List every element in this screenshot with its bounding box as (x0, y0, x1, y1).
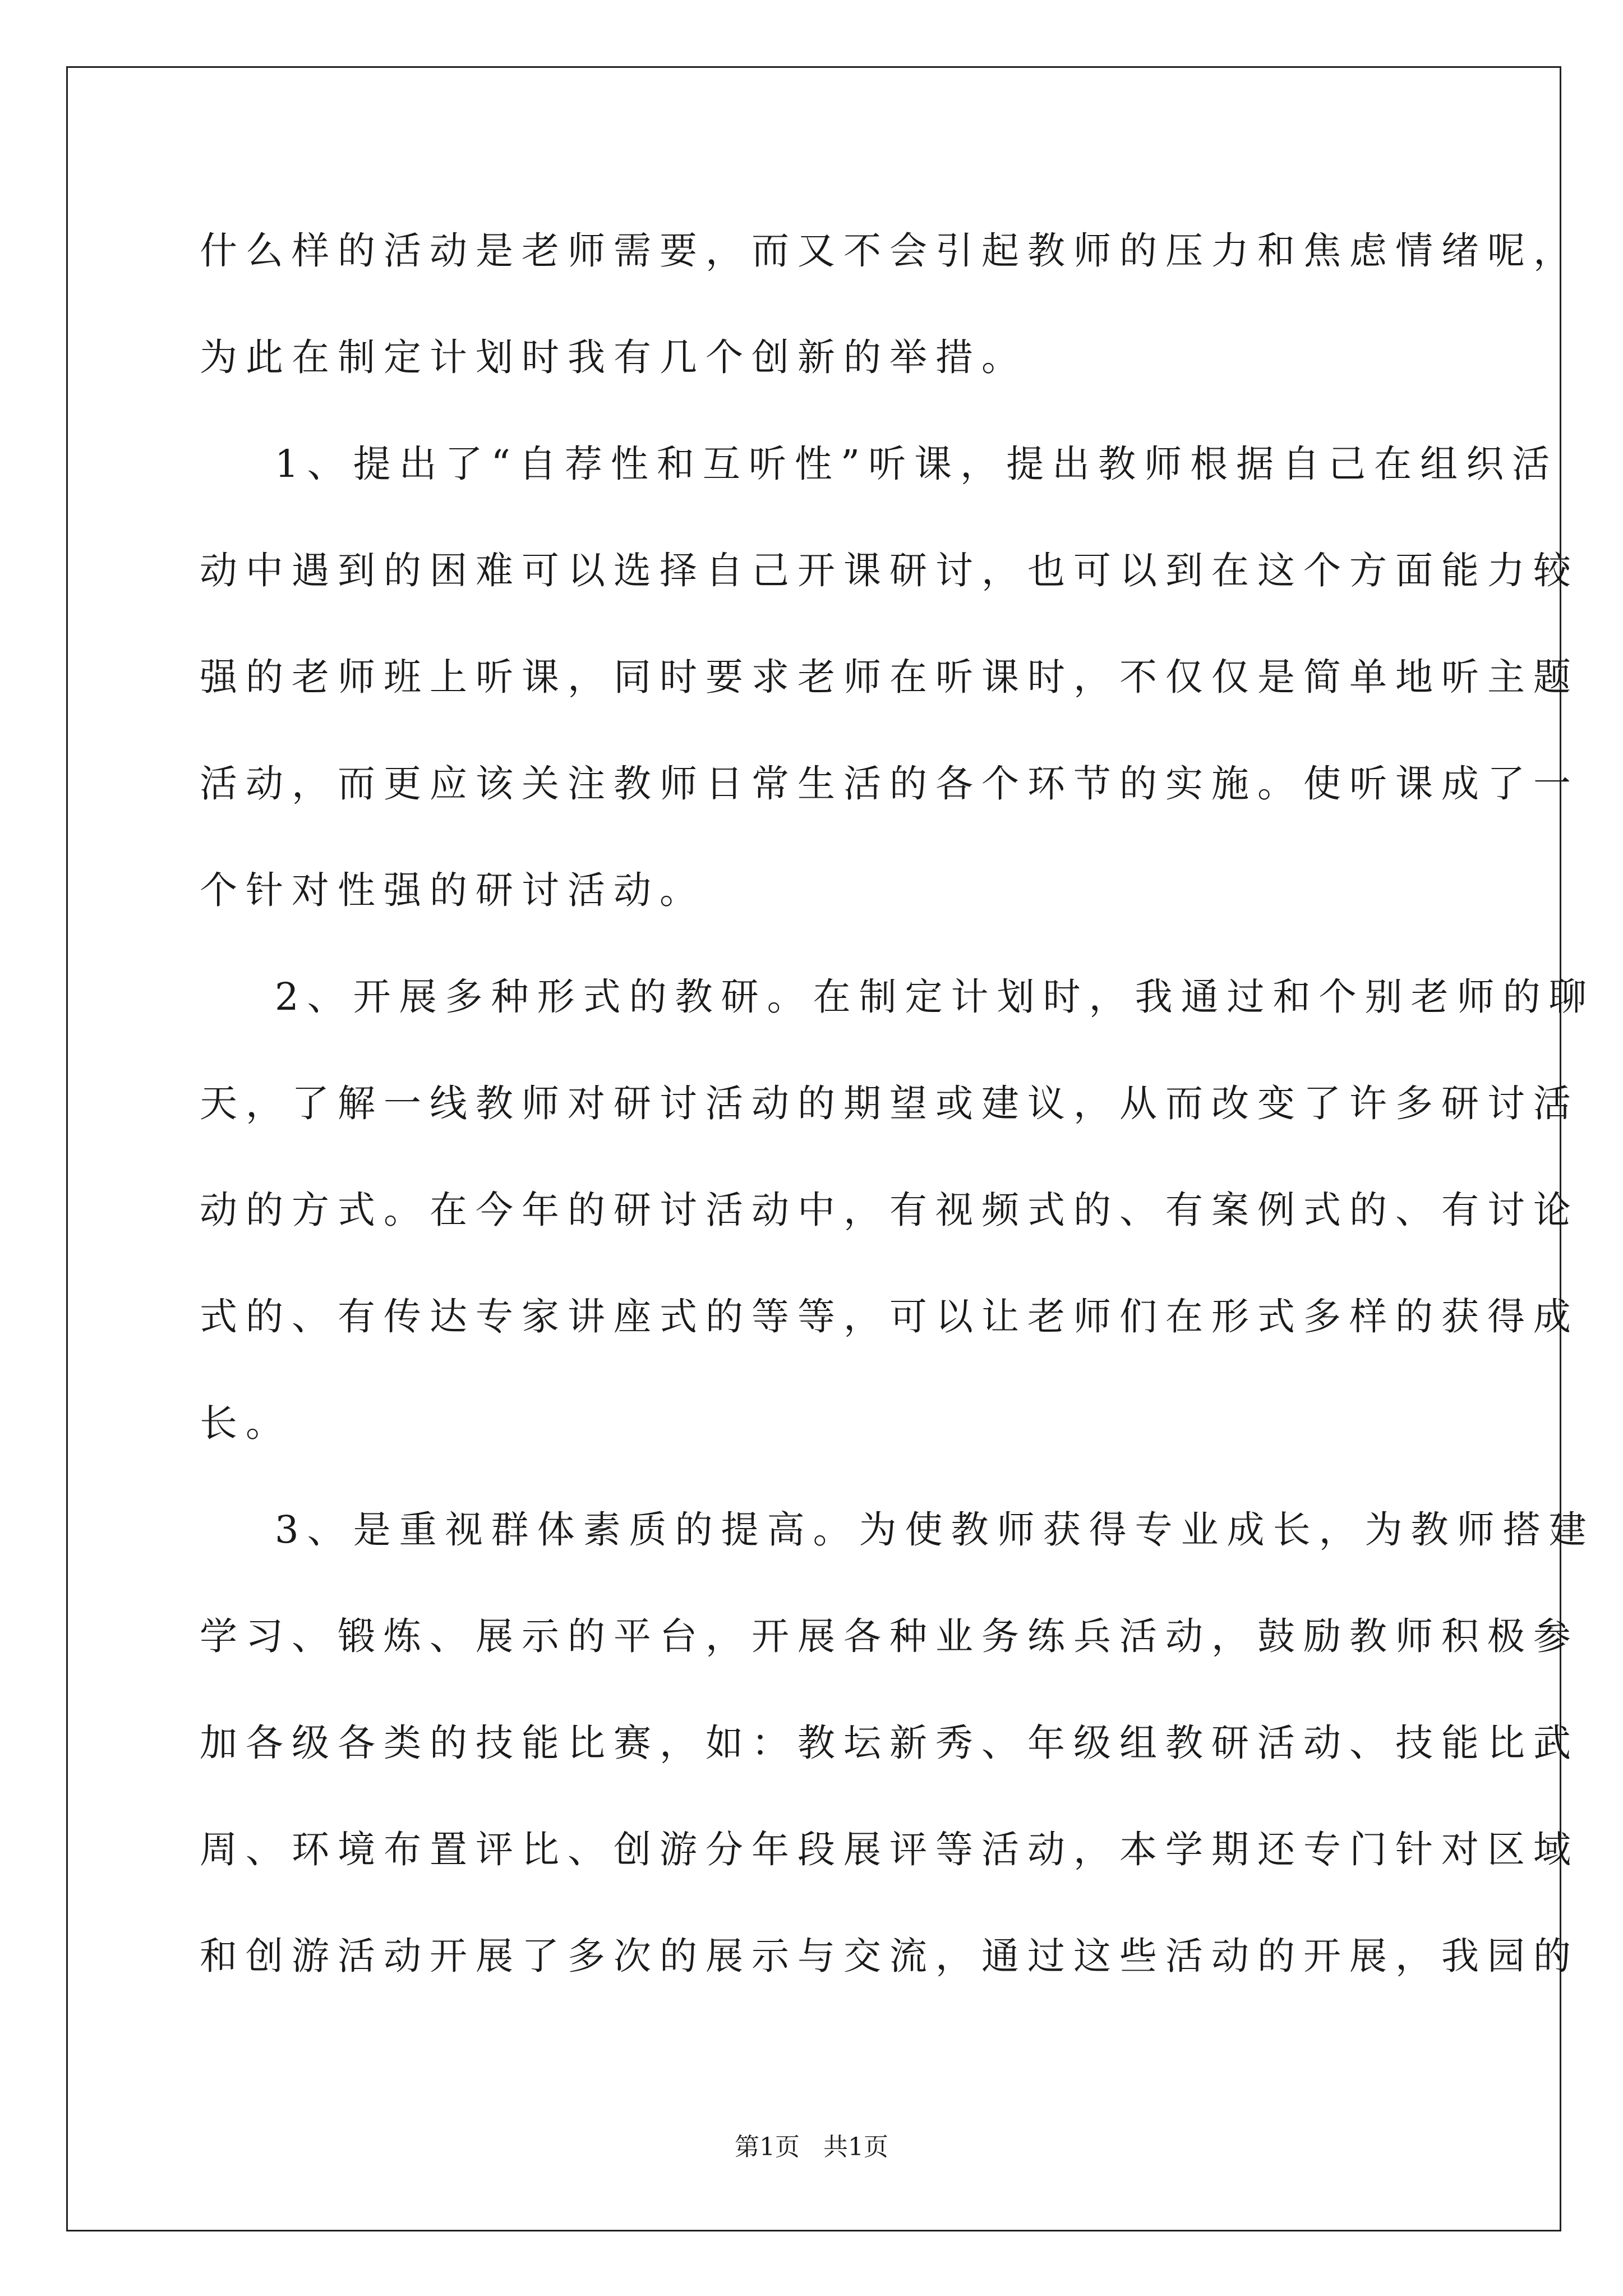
text-line-1: 什么样的活动是老师需要，而又不会引起教师的压力和焦虑情绪呢， (200, 229, 1579, 273)
text-line-17: 和创游活动开展了多次的展示与交流，通过这些活动的开展，我园的 (200, 1934, 1579, 1978)
text-line-2: 为此在制定计划时我有几个创新的举措。 (200, 335, 1027, 379)
text-line-9: 天，了解一线教师对研讨活动的期望或建议，从而改变了许多研讨活 (200, 1082, 1579, 1125)
text-line-3: 1、提出了“自荐性和互听性”听课，提出教师根据自己在组织活 (275, 442, 1559, 486)
text-line-5: 强的老师班上听课，同时要求老师在听课时，不仅仅是简单地听主题 (200, 655, 1579, 699)
page-footer: 第1页 共1页 (735, 2133, 888, 2161)
text-line-15: 加各级各类的技能比赛，如：教坛新秀、年级组教研活动、技能比武 (200, 1721, 1579, 1765)
text-line-13: 3、是重视群体素质的提高。为使教师获得专业成长，为教师搭建 (275, 1508, 1595, 1552)
text-line-10: 动的方式。在今年的研讨活动中，有视频式的、有案例式的、有讨论 (200, 1188, 1579, 1232)
text-line-12: 长。 (200, 1401, 292, 1445)
text-line-11: 式的、有传达专家讲座式的等等，可以让老师们在形式多样的获得成 (200, 1295, 1579, 1338)
text-line-6: 活动，而更应该关注教师日常生活的各个环节的实施。使听课成了一 (200, 762, 1579, 806)
text-line-7: 个针对性强的研讨活动。 (200, 868, 706, 912)
document-body (200, 213, 1595, 2025)
text-line-14: 学习、锻炼、展示的平台，开展各种业务练兵活动，鼓励教师积极参 (200, 1614, 1579, 1658)
text-line-4: 动中遇到的困难可以选择自己开课研讨，也可以到在这个方面能力较 (200, 549, 1579, 592)
text-line-8: 2、开展多种形式的教研。在制定计划时，我通过和个别老师的聊 (275, 975, 1595, 1019)
text-line-16: 周、环境布置评比、创游分年段展评等活动，本学期还专门针对区域 (200, 1828, 1579, 1871)
